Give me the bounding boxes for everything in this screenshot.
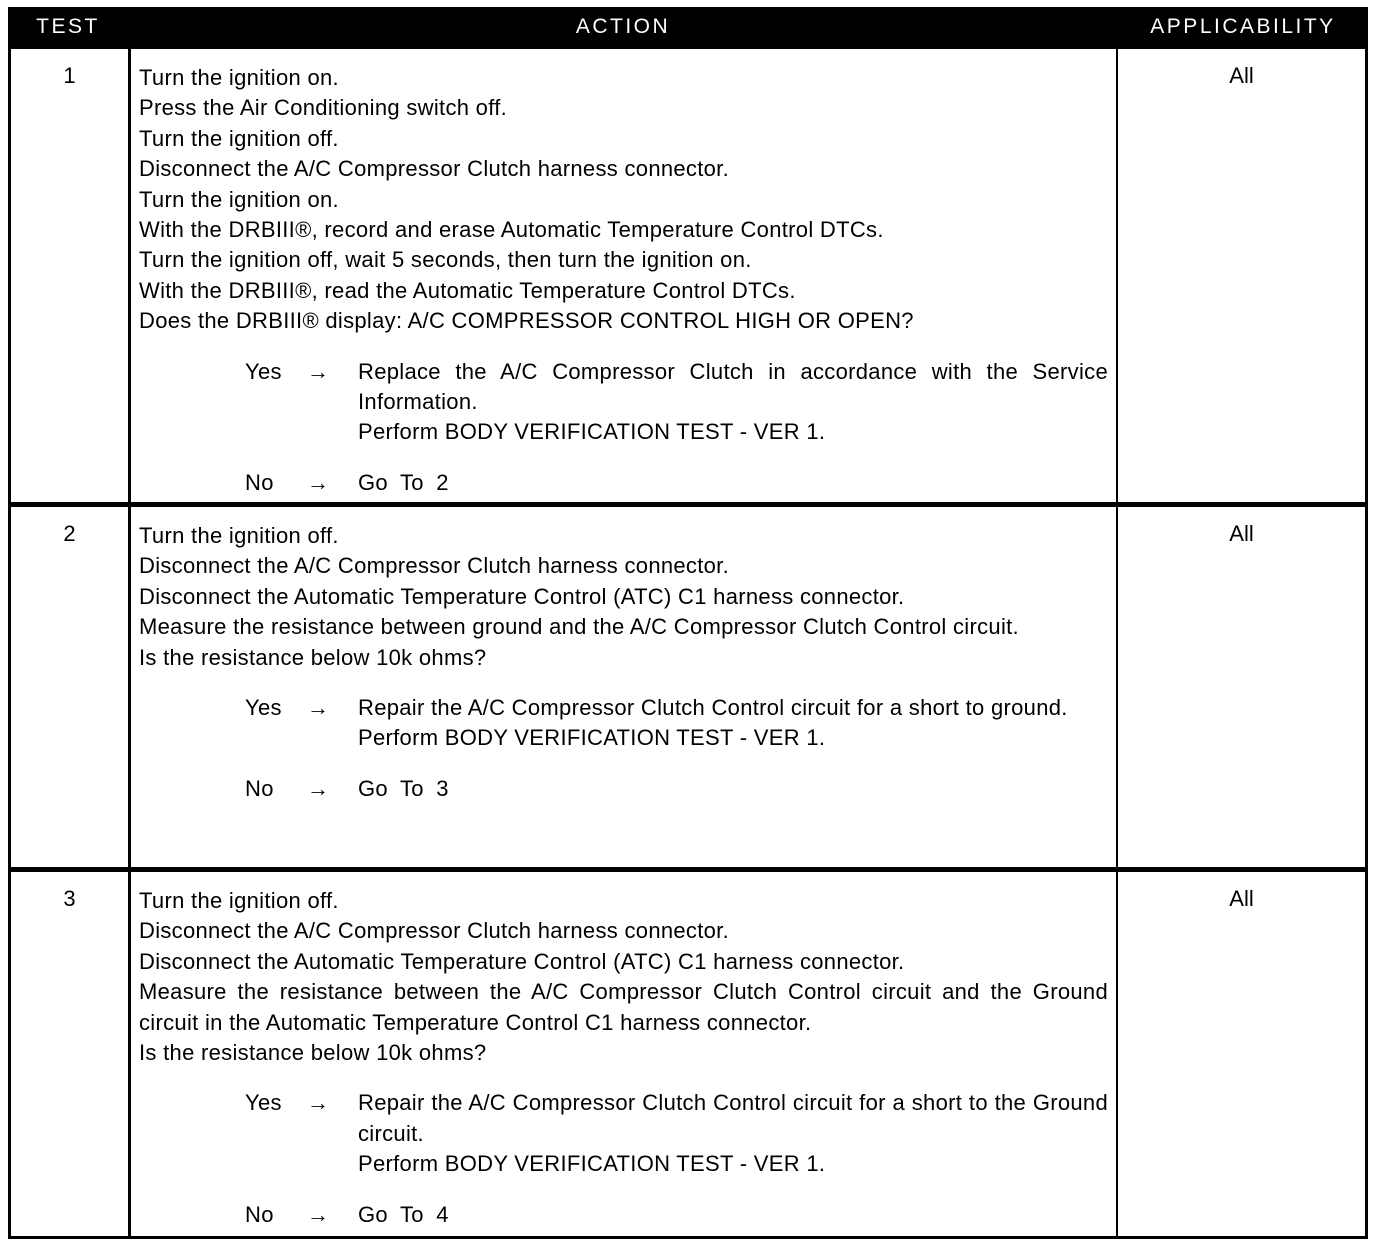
test-number: 3 [63, 886, 76, 911]
step: With the DRBIII®, record and erase Automatic Temperature Control DTCs. [139, 217, 884, 243]
applicability-value: All [1229, 63, 1254, 88]
action-cell-2 [131, 507, 1116, 867]
test-number-3 [11, 872, 128, 1236]
step: Disconnect the A/C Compressor Clutch harness connector. [139, 156, 729, 182]
test-number-1 [11, 49, 128, 502]
yes-line: Perform BODY VERIFICATION TEST - VER 1. [358, 1151, 826, 1177]
step: Turn the ignition off. [139, 125, 339, 151]
step: Press the Air Conditioning switch off. [139, 95, 508, 121]
no-result: Go To 2 [358, 469, 449, 495]
arrow-right-icon: → [307, 358, 330, 384]
test-number: 1 [63, 63, 76, 88]
yes-line: Replace the A/C Compressor Clutch in accordance with the Service Information. [358, 358, 1108, 415]
step: Turn the ignition on. [139, 65, 339, 90]
yes-label: Yes [245, 695, 282, 721]
arrow-right-icon: → [307, 775, 330, 801]
yes-branch [139, 1088, 1108, 1179]
step: Turn the ignition off. [139, 523, 339, 548]
step: Is the resistance below 10k ohms? [139, 644, 487, 670]
step: Disconnect the Automatic Temperature Control (ATC) C1 harness connector. [139, 948, 905, 974]
applicability-cell-2 [1118, 507, 1365, 867]
yes-line: Perform BODY VERIFICATION TEST - VER 1. [358, 725, 826, 751]
yes-result [358, 1088, 1108, 1179]
no-result: Go To 4 [358, 1201, 449, 1227]
step: Disconnect the Automatic Temperature Control (ATC) C1 harness connector. [139, 583, 905, 609]
no-label: No [245, 469, 274, 495]
yes-result [358, 693, 1108, 754]
yes-label: Yes [245, 358, 282, 384]
no-label: No [245, 1201, 274, 1227]
applicability-cell-3 [1118, 872, 1365, 1236]
diagnostic-table [8, 7, 1368, 1239]
no-result: Go To 3 [358, 775, 449, 801]
step: Does the DRBIII® display: A/C COMPRESSOR CONTROL HIGH OR OPEN? [139, 308, 914, 334]
arrow-right-icon: → [307, 1090, 330, 1116]
no-branch [139, 468, 1108, 498]
header-test: TEST [36, 15, 100, 38]
arrow-right-icon: → [307, 695, 330, 721]
step: Disconnect the A/C Compressor Clutch harness connector. [139, 918, 729, 944]
arrow-right-icon: → [307, 1201, 330, 1227]
step: Turn the ignition off. [139, 888, 339, 913]
no-branch [139, 774, 1108, 804]
step: With the DRBIII®, read the Automatic Temperature Control DTCs. [139, 277, 796, 303]
yes-label: Yes [245, 1090, 282, 1116]
action-cell-1 [131, 49, 1116, 502]
applicability-value: All [1229, 521, 1254, 546]
applicability-value: All [1229, 886, 1254, 911]
applicability-cell-1 [1118, 49, 1365, 502]
yes-line: Perform BODY VERIFICATION TEST - VER 1. [358, 419, 826, 445]
action-cell-3 [131, 872, 1116, 1236]
no-branch [139, 1200, 1108, 1230]
step: Disconnect the A/C Compressor Clutch harness connector. [139, 553, 729, 579]
yes-line: Repair the A/C Compressor Clutch Control circuit for a short to ground. [358, 695, 1068, 721]
header-action: ACTION [575, 15, 671, 38]
no-label: No [245, 775, 274, 801]
arrow-right-icon: → [307, 469, 330, 495]
step: Is the resistance below 10k ohms? [139, 1040, 487, 1066]
test-number-2 [11, 507, 128, 867]
step: Turn the ignition on. [139, 186, 339, 212]
step: Measure the resistance between ground and the A/C Compressor Clutch Control circuit. [139, 614, 1019, 640]
yes-result [358, 357, 1108, 448]
step: Turn the ignition off, wait 5 seconds, then turn the ignition on. [139, 247, 752, 273]
step: Measure the resistance between the A/C Compressor Clutch Control circuit and the Ground circuit in the Automatic Temperature Control C1 harness connector. [139, 979, 1108, 1035]
header-applicability: APPLICABILITY [1150, 15, 1336, 38]
yes-branch [139, 693, 1108, 754]
yes-line: Repair the A/C Compressor Clutch Control circuit for a short to the Ground circuit. [358, 1090, 1108, 1146]
yes-branch [139, 357, 1108, 448]
test-number: 2 [63, 521, 76, 546]
